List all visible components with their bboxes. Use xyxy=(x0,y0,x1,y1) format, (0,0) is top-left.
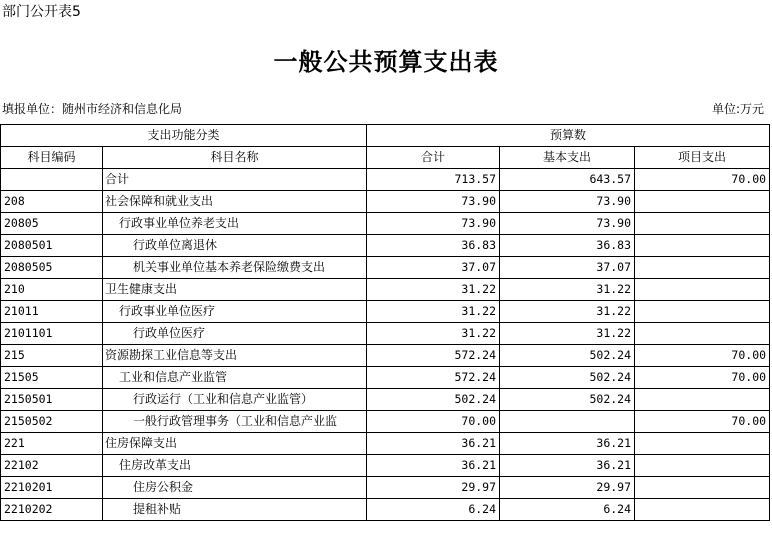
name-cell: 行政事业单位养老支出 xyxy=(103,213,367,235)
total-cell: 73.90 xyxy=(367,191,500,213)
project-cell xyxy=(635,257,770,279)
table-row xyxy=(1,235,770,257)
budget-group-header: 预算数 xyxy=(367,125,770,147)
document-label: 部门公开表5 xyxy=(2,4,81,20)
project-cell xyxy=(635,323,770,345)
project-cell xyxy=(635,301,770,323)
name-cell: 住房公积金 xyxy=(103,477,367,499)
column-header-project: 项目支出 xyxy=(635,147,770,169)
name-cell: 行政运行（工业和信息产业监管） xyxy=(103,389,367,411)
currency-unit: 单位:万元 xyxy=(711,102,764,116)
total-cell: 73.90 xyxy=(367,213,500,235)
code-cell: 2150501 xyxy=(1,389,103,411)
basic-cell xyxy=(500,411,635,433)
name-cell: 合计 xyxy=(103,169,367,191)
code-cell: 21011 xyxy=(1,301,103,323)
table-row xyxy=(1,257,770,279)
basic-cell: 36.21 xyxy=(500,433,635,455)
basic-cell: 31.22 xyxy=(500,279,635,301)
total-cell: 31.22 xyxy=(367,323,500,345)
total-cell: 36.21 xyxy=(367,433,500,455)
classification-group-header: 支出功能分类 xyxy=(1,125,367,147)
basic-cell: 502.24 xyxy=(500,345,635,367)
total-cell: 29.97 xyxy=(367,477,500,499)
table-row xyxy=(1,433,770,455)
total-cell: 6.24 xyxy=(367,499,500,521)
code-cell: 221 xyxy=(1,433,103,455)
table-row xyxy=(1,345,770,367)
name-cell: 住房保障支出 xyxy=(103,433,367,455)
name-cell: 行政单位医疗 xyxy=(103,323,367,345)
total-cell: 572.24 xyxy=(367,345,500,367)
table-row xyxy=(1,191,770,213)
basic-cell: 643.57 xyxy=(500,169,635,191)
code-cell: 208 xyxy=(1,191,103,213)
basic-cell: 31.22 xyxy=(500,323,635,345)
filler-unit: 填报单位：随州市经济和信息化局 xyxy=(2,102,183,116)
table-row xyxy=(1,323,770,345)
code-cell: 21505 xyxy=(1,367,103,389)
code-cell: 215 xyxy=(1,345,103,367)
code-cell: 2150502 xyxy=(1,411,103,433)
name-cell: 行政单位离退休 xyxy=(103,235,367,257)
column-header-code: 科目编码 xyxy=(1,147,103,169)
name-cell: 住房改革支出 xyxy=(103,455,367,477)
code-cell: 2080505 xyxy=(1,257,103,279)
total-cell: 36.83 xyxy=(367,235,500,257)
project-cell xyxy=(635,499,770,521)
project-cell xyxy=(635,279,770,301)
total-cell: 36.21 xyxy=(367,455,500,477)
code-cell: 2080501 xyxy=(1,235,103,257)
table-row xyxy=(1,169,770,191)
project-cell xyxy=(635,433,770,455)
total-cell: 713.57 xyxy=(367,169,500,191)
table-row xyxy=(1,455,770,477)
column-header-name: 科目名称 xyxy=(103,147,367,169)
code-cell: 22102 xyxy=(1,455,103,477)
name-cell: 一般行政管理事务（工业和信息产业监 xyxy=(103,411,367,433)
project-cell: 70.00 xyxy=(635,367,770,389)
code-cell xyxy=(1,169,103,191)
table-row xyxy=(1,499,770,521)
name-cell: 行政事业单位医疗 xyxy=(103,301,367,323)
group-header-row xyxy=(1,125,770,147)
column-header-total: 合计 xyxy=(367,147,500,169)
table-row xyxy=(1,477,770,499)
table-row xyxy=(1,301,770,323)
name-cell: 卫生健康支出 xyxy=(103,279,367,301)
table-row xyxy=(1,279,770,301)
project-cell xyxy=(635,455,770,477)
code-cell: 2210201 xyxy=(1,477,103,499)
total-cell: 37.07 xyxy=(367,257,500,279)
code-cell: 2101101 xyxy=(1,323,103,345)
project-cell xyxy=(635,235,770,257)
basic-cell: 502.24 xyxy=(500,389,635,411)
name-cell: 机关事业单位基本养老保险缴费支出 xyxy=(103,257,367,279)
code-cell: 2210202 xyxy=(1,499,103,521)
name-cell: 社会保障和就业支出 xyxy=(103,191,367,213)
total-cell: 572.24 xyxy=(367,367,500,389)
total-cell: 70.00 xyxy=(367,411,500,433)
table-row xyxy=(1,367,770,389)
table-row xyxy=(1,213,770,235)
total-cell: 31.22 xyxy=(367,301,500,323)
project-cell xyxy=(635,389,770,411)
table-row xyxy=(1,411,770,433)
total-cell: 502.24 xyxy=(367,389,500,411)
basic-cell: 6.24 xyxy=(500,499,635,521)
basic-cell: 29.97 xyxy=(500,477,635,499)
name-cell: 资源勘探工业信息等支出 xyxy=(103,345,367,367)
basic-cell: 36.83 xyxy=(500,235,635,257)
code-cell: 210 xyxy=(1,279,103,301)
basic-cell: 73.90 xyxy=(500,213,635,235)
column-header-basic: 基本支出 xyxy=(500,147,635,169)
page-title: 一般公共预算支出表 xyxy=(273,47,499,76)
budget-table xyxy=(0,124,770,521)
project-cell xyxy=(635,477,770,499)
project-cell xyxy=(635,213,770,235)
basic-cell: 31.22 xyxy=(500,301,635,323)
project-cell: 70.00 xyxy=(635,169,770,191)
basic-cell: 73.90 xyxy=(500,191,635,213)
column-header-row xyxy=(1,147,770,169)
project-cell: 70.00 xyxy=(635,345,770,367)
basic-cell: 502.24 xyxy=(500,367,635,389)
code-cell: 20805 xyxy=(1,213,103,235)
project-cell xyxy=(635,191,770,213)
table-row xyxy=(1,389,770,411)
basic-cell: 36.21 xyxy=(500,455,635,477)
basic-cell: 37.07 xyxy=(500,257,635,279)
project-cell: 70.00 xyxy=(635,411,770,433)
name-cell: 提租补贴 xyxy=(103,499,367,521)
name-cell: 工业和信息产业监管 xyxy=(103,367,367,389)
total-cell: 31.22 xyxy=(367,279,500,301)
